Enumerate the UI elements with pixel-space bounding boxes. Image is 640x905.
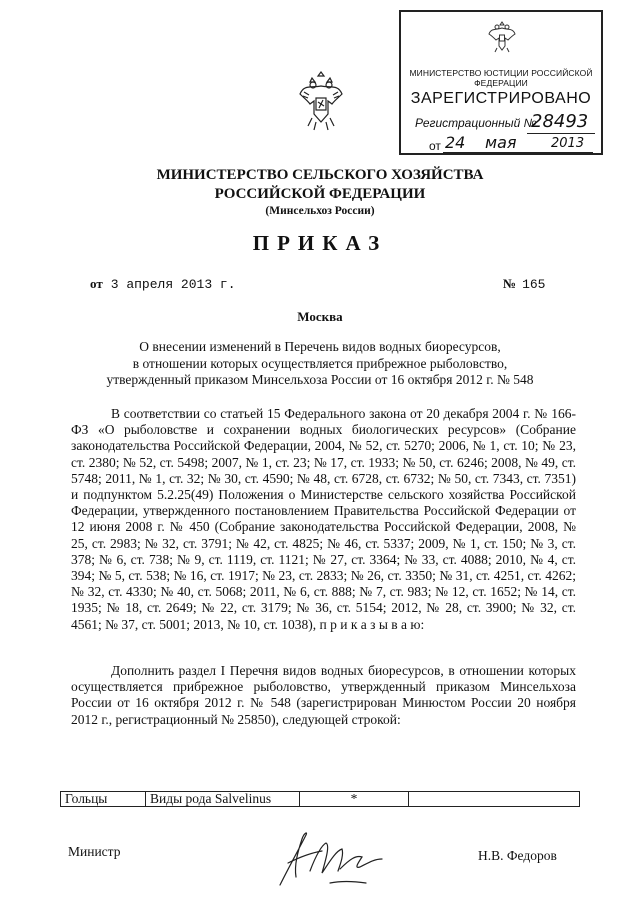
registration-stamp: [399, 10, 603, 155]
species-table: [60, 791, 580, 807]
stamp-date-day: 24: [445, 133, 466, 152]
small-eagle-emblem-icon: [487, 18, 517, 54]
number-label: №: [503, 276, 517, 291]
ministry-title-line1: МИНИСТЕРСТВО СЕЛЬСКОГО ХОЗЯЙСТВА: [156, 167, 484, 183]
body-paragraph-1: [71, 406, 576, 633]
ministry-short-name: (Минсельхоз России): [265, 205, 375, 217]
subject-line1: О внесении изменений в Перечень видов водных биоресурсов,: [139, 339, 501, 354]
table-cell-species: Виды рода Salvelinus: [146, 792, 300, 807]
order-number-value: 165: [522, 277, 546, 292]
signatory-name: Н.В. Федоров: [478, 848, 557, 863]
document-type: ПРИКАЗ: [252, 231, 388, 255]
order-date-value: 3 апреля 2013 г.: [110, 277, 236, 292]
subject-line2: в отношении которых осуществляется прибрежное рыболовство,: [132, 355, 508, 371]
stamp-date-year: 2013: [551, 136, 585, 151]
signatory-position: Министр: [68, 844, 121, 859]
stamp-ministry-text: МИНИСТЕРСТВО ЮСТИЦИИ РОССИЙСКОЙ ФЕДЕРАЦИИ: [409, 68, 593, 88]
stamp-registered-text: ЗАРЕГИСТРИРОВАНО: [410, 90, 592, 107]
handwritten-signature: [270, 825, 400, 895]
order-number: [503, 276, 545, 292]
body-paragraph-2: [71, 663, 576, 728]
stamp-date-prefix: от: [429, 139, 441, 153]
order-subject: [60, 339, 580, 389]
order-date: [90, 276, 236, 292]
city: Москва: [297, 309, 343, 324]
subject-line3: утвержденный приказом Минсельхоза России от 16 октября 2012 г. № 548: [106, 372, 534, 387]
ministry-title: [60, 166, 580, 204]
table-cell-mark: *: [300, 792, 409, 807]
russian-coat-of-arms-icon: [298, 70, 344, 134]
table-cell-group: Гольцы: [61, 792, 146, 807]
stamp-date-month: мая: [485, 133, 517, 152]
body-paragraph-2-text: Дополнить раздел I Перечня видов водных биоресурсов, в отношении которых осуществляется прибрежное рыболовство, утвержденный приказом Минсельхоза России от 16 октября 2012 г. № 548 (зарегистрирован Минюстом России 20 ноября 2012 г., регистрационный № 25850), следующей строкой:: [71, 663, 576, 727]
reg-number-underline: [527, 133, 595, 134]
body-paragraph-1-text: В соответствии со статьей 15 Федерального закона от 20 декабря 2004 г. № 166-ФЗ «О рыболовстве и сохранении водных биологических ресурсов» (Собрание законодательства Российской Федерации, 2004, № 52, ст. 5270; 2006, № 1, ст. 10; № 23, ст. 2380; № 52, ст. 5498; 2007, № 1, ст. 23; № 17, ст. 1933; № 50, ст. 6246; 2008, № 49, ст. 5748; 2011, № 1, ст. 32; № 30, ст. 4590; № 48, ст. 6728, ст. 6732; № 50, ст. 7343, ст. 7351) и подпунктом 5.2.25(49) Положения о Министерстве сельского хозяйства Российской Федерации, утвержденного постановлением Правительства Российской Федерации от 12 июня 2008 г. № 450 (Собрание законодательства Российской Федерации, 2008, № 25, ст. 2983; № 32, ст. 3791; № 42, ст. 4825; № 46, ст. 5337; 2009, № 1, ст. 150; № 3, ст. 378; № 6, ст. 738; № 9, ст. 1119, ст. 1121; № 27, ст. 3364; № 33, ст. 4088; 2010, № 4, ст. 394; № 5, ст. 538; № 16, ст. 1917; № 23, ст. 2833; № 26, ст. 3350; № 31, ст. 4251, ст. 4262; № 32, ст. 4330; № 40, ст. 5068; 2011, № 6, ст. 888; № 7, ст. 983; № 12, ст. 1652; № 14, ст. 1935; № 18, ст. 2649; № 22, ст. 3179; № 36, ст. 5154; 2012, № 28, ст. 3900; № 32, ст. 4561; № 37, ст. 5001; 2013, № 10, ст. 1038), п р и к а з ы в а ю:: [71, 406, 576, 632]
date-underline: [443, 152, 593, 153]
table-cell-empty: [409, 792, 580, 807]
table-row: [61, 792, 580, 807]
from-label: от: [90, 276, 103, 291]
stamp-reg-number: 28493: [531, 111, 589, 132]
stamp-reg-label: Регистрационный №: [415, 116, 537, 130]
ministry-title-line2: РОССИЙСКОЙ ФЕДЕРАЦИИ: [214, 186, 426, 202]
